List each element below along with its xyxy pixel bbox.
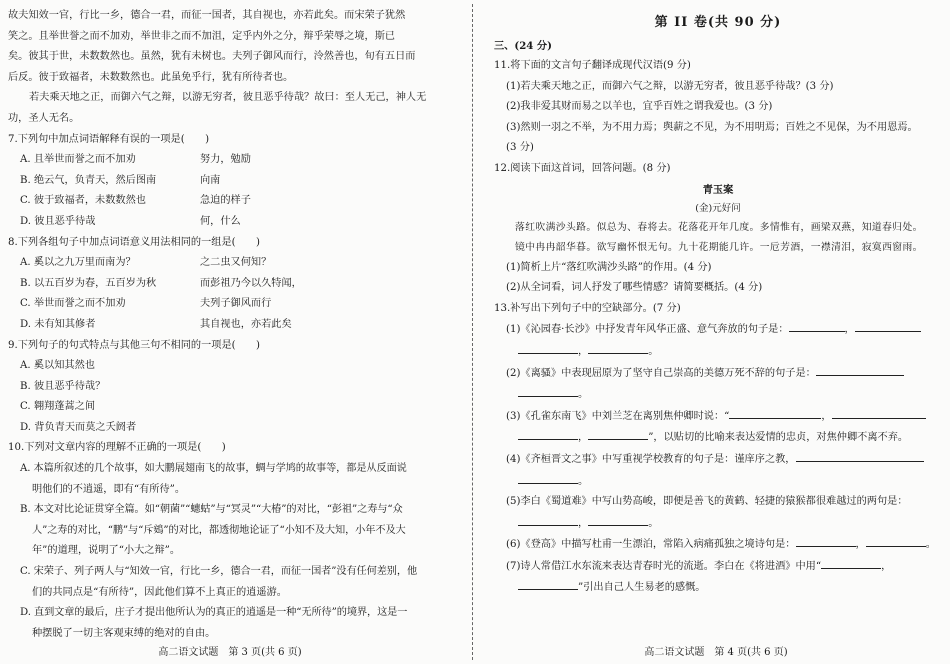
- sub-item: (2)从全词看，词人抒发了哪些情感？请简要概括。(4 分): [506, 282, 763, 294]
- option-a-cont: 明他们的不逍遥，即有“有所待”。: [32, 483, 186, 495]
- option-b: [8, 171, 450, 192]
- option-meaning: 急迫的样子: [200, 195, 251, 207]
- page-3: [0, 0, 460, 664]
- answer-blank[interactable]: [518, 384, 578, 397]
- option-c: C. 宋荣子、列子两人与“知效一官，行比一乡，德合一君，而征一国者”没有任何差别，他: [20, 566, 418, 578]
- fill-item-5-cont: [494, 513, 942, 535]
- page-4: [482, 0, 950, 664]
- option-a: [8, 253, 450, 274]
- punct: ，: [821, 410, 832, 422]
- option-pair: 而彭祖乃今以久特闻，: [200, 277, 302, 289]
- option-text: D. 未有知其修者: [20, 318, 96, 330]
- answer-blank[interactable]: [796, 534, 856, 547]
- option-pair: 之二虫又何知？: [200, 257, 272, 269]
- option-b: B. 本文对比论证贯穿全篇。如“朝菌”“蟪蛄”与“冥灵”“大椿”的对比，“彭祖”之寿与“众: [20, 504, 403, 516]
- fill-text: (7)诗人常借江水东流来表达青春时光的流逝。李白在《将进酒》中用“: [506, 560, 822, 572]
- answer-blank[interactable]: [821, 556, 881, 569]
- fill-item-5: [494, 492, 942, 513]
- answer-blank[interactable]: [588, 341, 648, 354]
- answer-blank[interactable]: [729, 406, 821, 419]
- option-b: [8, 274, 450, 295]
- passage-line: 若夫乘天地之正，而御六气之辩，以游无穷者，彼且恶乎待哉？故曰：至人无己，神人无: [29, 92, 427, 104]
- answer-blank[interactable]: [796, 449, 924, 462]
- punct: 。: [648, 345, 659, 357]
- poem-author: (金)元好问: [695, 202, 741, 214]
- option-text: C. 彼于致福者，未数数然也: [20, 195, 146, 207]
- option-text: A. 且举世而誉之而不加劝: [20, 154, 136, 166]
- passage-line: 后反。彼于致福者，未数数然也。此虽免乎行，犹有所待者也。: [8, 71, 294, 83]
- option-d: [8, 315, 450, 336]
- question-stem: 10.下列对文章内容的理解不正确的一项是( ): [8, 442, 226, 454]
- answer-blank[interactable]: [588, 427, 648, 440]
- sub-item: (1)若夫乘天地之正，而御六气之辩，以游无穷者，彼且恶乎待哉？(3 分): [506, 80, 834, 92]
- option-c: [8, 294, 450, 315]
- question-stem: 12.阅读下面这首词，回答问题。(8 分): [494, 162, 671, 174]
- option-meaning: 何，什么: [200, 215, 241, 227]
- option-b-cont: 年”的道理，说明了“小大之辩”。: [32, 545, 181, 557]
- option-c: C. 翱翔蓬蒿之间: [20, 401, 96, 413]
- option-meaning: 向南: [200, 174, 221, 186]
- answer-blank[interactable]: [816, 363, 904, 376]
- poem-title: 青玉案: [702, 183, 734, 196]
- answer-blank[interactable]: [789, 319, 845, 332]
- passage-line: 矣。彼其于世，未数数然也。虽然，犹有未树也。夫列子御风而行，泠然善也，旬有五日而: [8, 51, 416, 63]
- fill-text: (4)《齐桓晋文之事》中写重视学校教育的句子是：谨庠序之教，: [506, 453, 796, 465]
- answer-blank[interactable]: [518, 341, 578, 354]
- question-12: [494, 159, 942, 299]
- fill-text: ”，以贴切的比喻来表达爱情的忠贞，对焦仲卿不离不弃。: [648, 432, 909, 444]
- answer-blank[interactable]: [832, 406, 926, 419]
- punct: ，: [844, 324, 855, 336]
- option-a: A. 本篇所叙述的几个故事，如大鹏展翅南飞的故事，蜩与学鸠的故事等，都是从反面说: [20, 463, 407, 475]
- fold-divider: [472, 4, 473, 660]
- answer-blank[interactable]: [518, 513, 578, 526]
- punct: ，: [578, 345, 589, 357]
- answer-blank[interactable]: [866, 534, 926, 547]
- passage-line: 功，圣人无名。: [8, 112, 80, 124]
- question-7: [8, 130, 450, 233]
- question-8: [8, 233, 450, 336]
- option-text: B. 绝云气，负青天，然后图南: [20, 174, 157, 186]
- fill-text: (6)《登高》中描写杜甫一生漂泊，常陷入病痛孤独之境诗句是：: [506, 539, 796, 551]
- fill-text: ”引出自己人生易老的感慨。: [578, 582, 706, 594]
- option-d: [8, 212, 450, 233]
- question-stem: 13.补写出下列句子中的空缺部分。(7 分): [494, 302, 681, 314]
- question-13: [494, 299, 942, 599]
- passage-line: 故夫知效一官，行比一乡，德合一君，而征一国者，其自视也，亦若此矣。而宋荣子犹然: [8, 10, 406, 21]
- punct: ，: [881, 560, 892, 572]
- punct: 。: [578, 389, 589, 401]
- fill-item-4: [494, 449, 942, 471]
- page-footer: 高二语文试题 第 4 页(共 6 页): [644, 647, 788, 658]
- option-b-cont: 人”之寿的对比，“鹏”与“斥鴳”的对比，都透彻地论证了“小知不及大知，小年不及大: [32, 524, 406, 536]
- option-pair: 夫列子御风而行: [200, 298, 272, 310]
- answer-blank[interactable]: [518, 577, 578, 590]
- poem-line: 镜中冉冉韶华暮。欲写幽怀恨无句。九十花期能几许。一卮芳酒，一襟清泪，寂寞西窗雨。: [515, 241, 923, 253]
- question-stem: 8.下列各组句子中加点词语意义用法相同的一组是( ): [8, 236, 260, 248]
- fill-item-3-cont: [494, 427, 942, 449]
- fill-text: (5)李白《蜀道难》中写山势高峻，即便是善飞的黄鹤、轻捷的猿猴都很难越过的两句是：: [506, 496, 908, 508]
- question-10: [8, 438, 450, 644]
- option-c: [8, 191, 450, 212]
- passage-line: 笑之。且举世誉之而不加劝，举世非之而不加沮，定乎内外之分，辩乎荣辱之境，斯已: [8, 30, 396, 42]
- question-11: [494, 56, 942, 159]
- question-stem: 9.下列句子的句式特点与其他三句不相同的一项是( ): [8, 339, 260, 351]
- question-stem: 11.将下面的文言句子翻译成现代汉语(9 分): [494, 60, 691, 71]
- punct: 。: [578, 475, 589, 487]
- option-meaning: 努力，勉励: [200, 154, 251, 166]
- punct: ，: [578, 432, 589, 444]
- option-a: [8, 150, 450, 171]
- fill-item-3: [494, 406, 942, 428]
- fill-item-4-cont: [494, 471, 942, 493]
- part-title: 第 II 卷(共 90 分): [654, 15, 782, 30]
- fill-text: (3)《孔雀东南飞》中刘兰芝在离别焦仲卿时说：“: [506, 410, 730, 422]
- option-text: D. 彼且恶乎待哉: [20, 215, 96, 227]
- fill-item-1-cont: [494, 341, 942, 363]
- question-9: [8, 336, 450, 439]
- fill-item-1: [494, 319, 942, 341]
- sub-item-cont: (3 分): [506, 142, 534, 154]
- fill-item-2-cont: [494, 384, 942, 406]
- fill-text: (1)《沁园春·长沙》中抒发青年风华正盛、意气奔放的句子是：: [506, 324, 789, 336]
- fill-item-7-cont: [494, 577, 942, 599]
- option-text: B. 以五百岁为春，五百岁为秋: [20, 277, 157, 289]
- fill-item-6: [494, 534, 942, 556]
- option-text: C. 举世而誉之而不加劝: [20, 298, 126, 310]
- answer-blank[interactable]: [518, 427, 578, 440]
- punct: ，: [855, 539, 866, 551]
- option-text: A. 奚以之九万里而南为？: [20, 257, 136, 269]
- sub-item: (2)我非爱其财而易之以羊也，宜乎百姓之谓我爱也。(3 分): [506, 101, 773, 113]
- option-c-cont: 们的共同点是“有所待”，因此他们算不上真正的逍遥游。: [32, 586, 287, 598]
- fill-item-2: [494, 363, 942, 385]
- option-d: D. 背负青天而莫之夭阏者: [20, 421, 137, 433]
- option-d-cont: 种摆脱了一切主客观束缚的绝对的自由。: [32, 627, 216, 639]
- option-pair: 其自视也，亦若此矣: [200, 318, 292, 330]
- punct: ，: [578, 517, 589, 529]
- page-footer: 高二语文试题 第 3 页(共 6 页): [158, 647, 302, 658]
- sub-item: (3)然则一羽之不举，为不用力焉；舆薪之不见，为不用明焉；百姓之不见保，为不用恩焉。: [506, 121, 918, 133]
- poem-line: 落红吹满沙头路。似总为、春将去。花落花开年几度。多情惟有，画梁双燕，知道春归处。: [515, 221, 923, 233]
- fill-text: (2)《离骚》中表现屈原为了坚守自己崇高的美德万死不辞的句子是：: [506, 367, 816, 379]
- section-heading: 三、(24 分): [494, 40, 552, 52]
- answer-blank[interactable]: [855, 319, 921, 332]
- punct: 。: [648, 517, 659, 529]
- option-d: D. 直到文章的最后，庄子才提出他所认为的真正的逍遥是一种“无所待”的境界，这是一: [20, 607, 408, 619]
- sub-item: (1)简析上片“落红吹满沙头路”的作用。(4 分): [506, 261, 712, 273]
- fill-item-7: [494, 556, 942, 578]
- option-b: B. 彼且恶乎待哉？: [20, 380, 106, 392]
- option-a: A. 奚以知其然也: [20, 360, 95, 372]
- answer-blank[interactable]: [588, 513, 648, 526]
- answer-blank[interactable]: [518, 471, 578, 484]
- question-stem: 7.下列句中加点词语解释有误的一项是( ): [8, 133, 210, 145]
- punct: 。: [925, 539, 936, 551]
- passage: [8, 6, 450, 130]
